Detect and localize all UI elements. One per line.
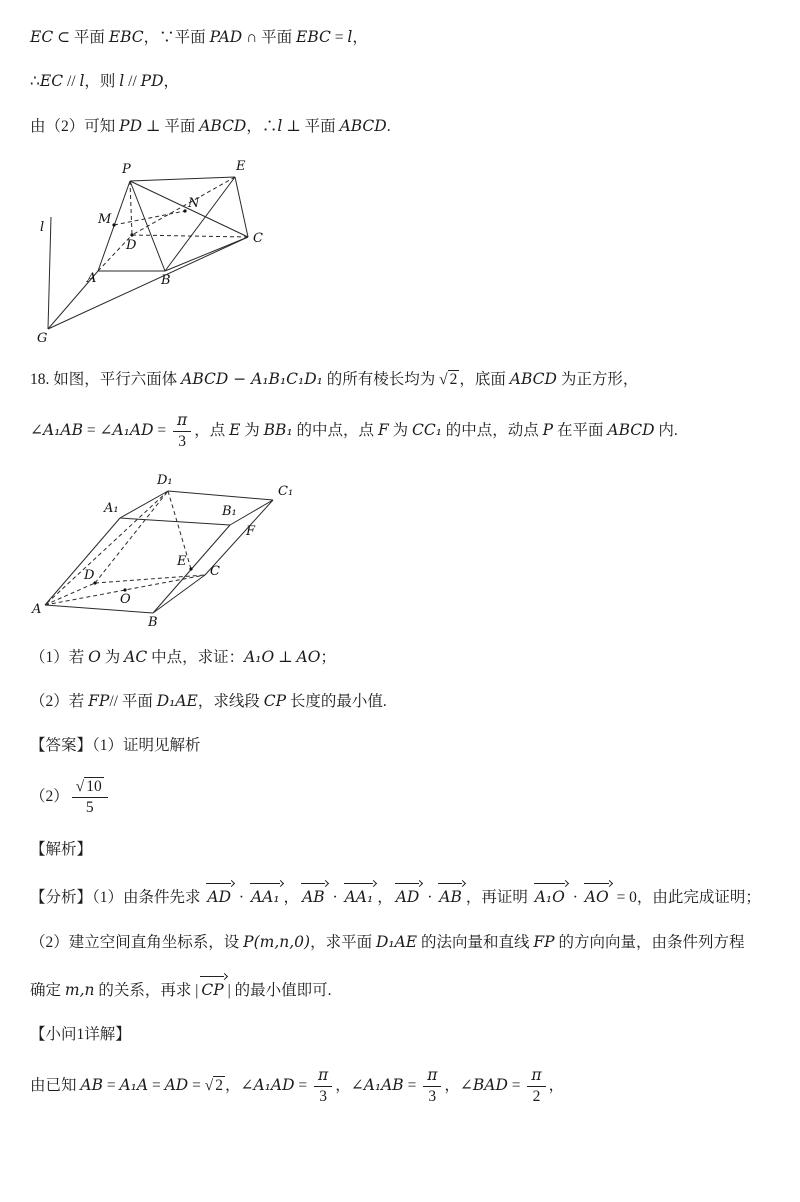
svg-text:B: B xyxy=(161,272,171,288)
svg-text:P: P xyxy=(122,161,131,177)
svg-text:B₁: B₁ xyxy=(222,503,237,519)
svg-text:C: C xyxy=(253,230,263,246)
analysis-part-2a: （2）建立空间直角坐标系，设 P(m,n,0)，求平面 D₁AE 的法向量和直线 FP 的方向向量，由条件列方程 xyxy=(30,932,745,951)
svg-text:A₁: A₁ xyxy=(104,500,119,516)
proof-line-ec-subset: EC ⊂ 平面 EBC，∵平面 PAD ∩ 平面 EBC = l， xyxy=(30,28,368,46)
svg-text:A: A xyxy=(32,601,42,617)
figure-parallelepiped xyxy=(30,472,330,632)
svg-text:N: N xyxy=(188,195,200,211)
svg-text:C: C xyxy=(210,563,220,579)
answer-2-value: （2） $\frac{√ 10}{5}$ xyxy=(30,778,770,817)
svg-text:E: E xyxy=(236,158,246,174)
svg-text:D₁: D₁ xyxy=(157,472,173,488)
svg-text:D: D xyxy=(126,237,137,253)
proof-line-parallel: ∴EC // l，则 l // PD， xyxy=(30,72,180,91)
problem-18-statement-1: 18. 如图，平行六面体 ABCD − A₁B₁C₁D₁ 的所有棱长均为 √ 2 ，底面 ABCD 为正方形， xyxy=(30,369,639,388)
svg-text:O: O xyxy=(120,591,131,607)
svg-text:M: M xyxy=(98,211,112,227)
problem-18-statement-2: ∠A₁AB = ∠A₁AD = $\frac{\pi}{3}$ ，点 E 为 BB₁ 的中点，点 F 为 CC₁ 的中点，动点 P 在平面 ABCD 内. xyxy=(30,411,678,450)
svg-text:A: A xyxy=(87,270,97,286)
question-1: （1）若 O 为 AC 中点，求证：A₁O ⊥ AO； xyxy=(30,647,336,666)
svg-text:E: E xyxy=(177,553,187,569)
analysis-part-2b: 确定 m,n 的关系，再求 | CP | 的最小值即可. xyxy=(30,975,770,1002)
question-2: （2）若 FP// 平面 D₁AE，求线段 CP 长度的最小值. xyxy=(30,691,387,710)
svg-text:D: D xyxy=(84,567,95,583)
svg-text:G: G xyxy=(37,330,48,346)
subquestion-1-header: 【小问1详解】 xyxy=(30,1026,131,1043)
svg-text:C₁: C₁ xyxy=(278,483,294,499)
answer-header: 【答案】（1）证明见解析 xyxy=(30,737,201,755)
figure-pyramid-pabcd xyxy=(30,159,300,354)
analysis-header: 【解析】 xyxy=(30,841,93,858)
svg-text:F: F xyxy=(246,523,256,539)
solution-line-1: 由已知 AB = A₁A = AD = √ 2 ，∠A₁AD = $\frac{\pi}{3}$ ，∠A₁AB = $\frac{\pi}{3}$ ，∠BAD = $\frac{\pi}{2}$ ， xyxy=(30,1066,565,1106)
svg-text:B: B xyxy=(148,614,158,630)
svg-text:l: l xyxy=(40,219,45,235)
proof-line-perpendicular: 由（2）可知 PD ⊥ 平面 ABCD，∴l ⊥ 平面 ABCD. xyxy=(30,116,391,135)
analysis-part-1: 【分析】（1）由条件先求 AD · AA₁ ， AB · AA₁ ， AD · AB ，再证明 A₁O · AO = 0，由此完成证明； xyxy=(30,882,770,909)
